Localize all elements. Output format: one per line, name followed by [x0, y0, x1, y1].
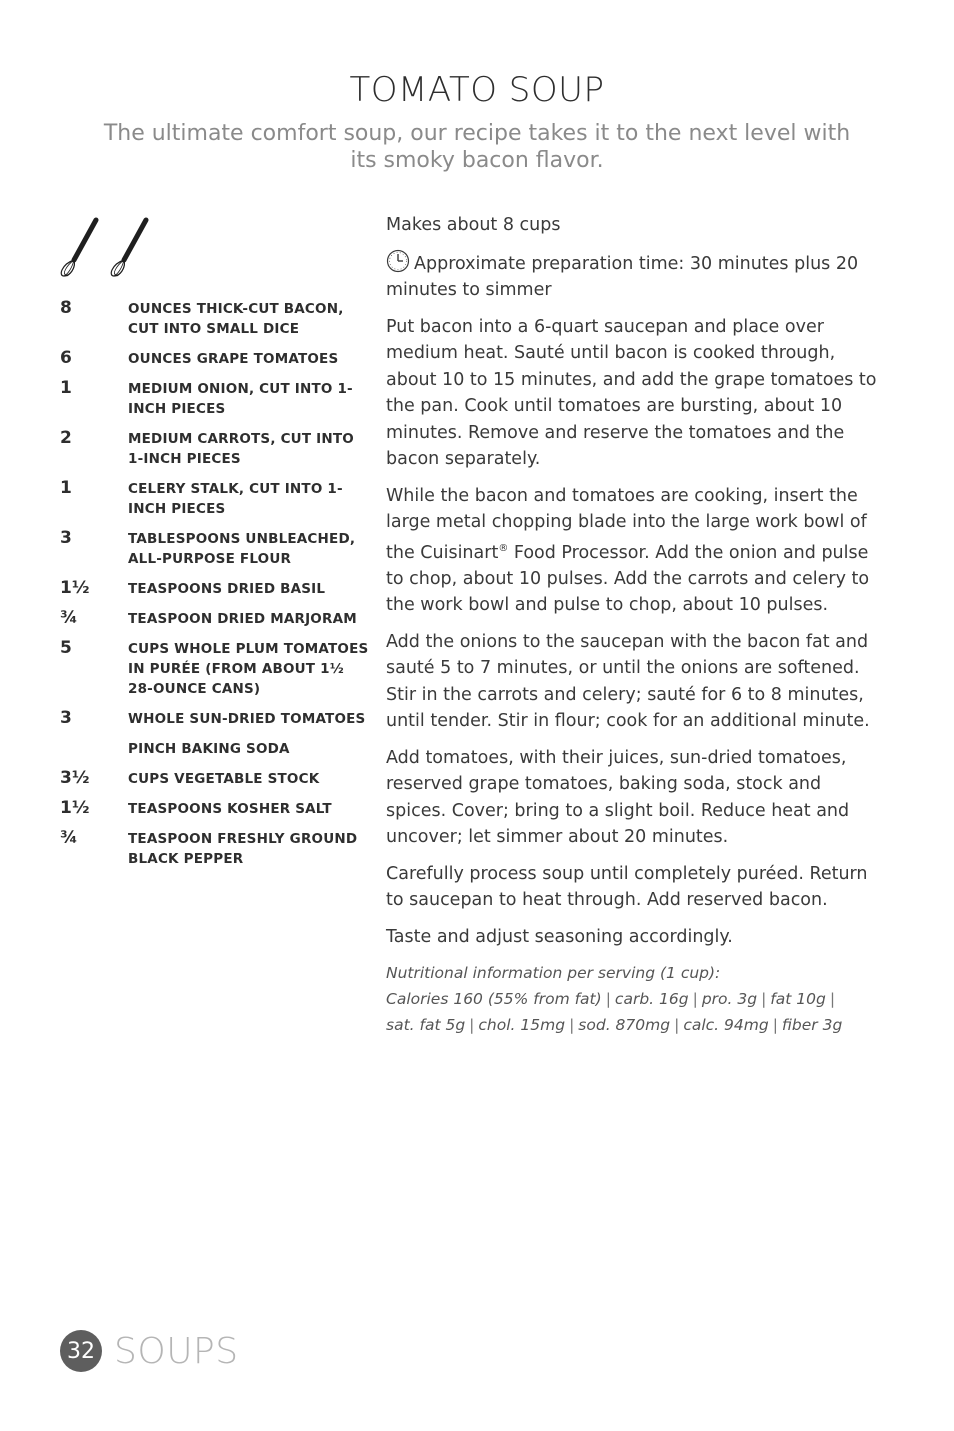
step-2 [386, 483, 886, 619]
ingredient-qty: 3 [60, 528, 72, 548]
ingredient-qty [60, 738, 128, 759]
ingredient-row [60, 378, 370, 419]
ingredient-row [60, 768, 370, 789]
ingredient-row [60, 828, 370, 869]
nutrition-item: pro. 3g [701, 990, 758, 1009]
whisk-icon [111, 220, 146, 276]
recipe-title: TOMATO SOUP [349, 70, 605, 110]
ingredient-qty: 1½ [60, 798, 90, 818]
nutrition-item: carb. 16g [614, 990, 689, 1009]
step-2-part-b: Food Processor. Add the onion and pulse to chop, about 10 pulses. Add the carrots and celery to the work bowl and pulse to chop, about 10 pulses. [386, 542, 870, 616]
ingredient-qty: 2 [60, 428, 72, 448]
ingredient-qty: 3½ [60, 768, 90, 788]
ingredient-qty: 1 [60, 478, 72, 498]
nutrition-line-2 [386, 1012, 886, 1038]
ingredient-qty: ¾ [60, 608, 78, 628]
ingredient-qty: 8 [60, 298, 72, 318]
ingredient-desc: MEDIUM CARROTS, CUT INTO 1-INCH PIECES [128, 431, 354, 467]
ingredient-row [60, 798, 370, 819]
recipe-subtitle: The ultimate comfort soup, our recipe takes it to the next level with its smoky bacon flavor. [103, 121, 851, 173]
prep-time-text: Approximate preparation time: 30 minutes plus 20 minutes to simmer [386, 253, 859, 300]
ingredient-row [60, 708, 370, 729]
step-4: Add tomatoes, with their juices, sun-dried tomatoes, reserved grape tomatoes, baking soda, stock and spices. Cover; bring to a slight boil. Reduce heat and uncover; let simmer about 20 minutes. [386, 747, 850, 848]
nutrition-heading: Nutritional information per serving (1 cup): [386, 964, 721, 983]
ingredient-row [60, 578, 370, 599]
ingredient-qty: ¾ [60, 828, 78, 848]
ingredient-row [60, 478, 370, 519]
page-footer [60, 1330, 239, 1372]
ingredient-desc: TEASPOONS DRIED BASIL [128, 581, 326, 597]
ingredient-qty: 6 [60, 348, 72, 368]
ingredient-row [60, 528, 370, 569]
whisk-icon [61, 220, 96, 276]
nutrition-separator: | [569, 1016, 575, 1035]
nutrition-item: fat 10g [770, 990, 826, 1009]
ingredient-desc: CUPS VEGETABLE STOCK [128, 771, 320, 787]
ingredient-desc: TEASPOON DRIED MARJORAM [128, 611, 357, 627]
ingredient-qty: 1½ [60, 578, 90, 598]
instructions-column [386, 212, 886, 1038]
step-3: Add the onions to the saucepan with the bacon fat and sauté 5 to 7 minutes, or until the onions are softened. Stir in the carrots and celery; sauté for 6 to 8 minutes, until tender. Stir in flour; cook for an additional minute. [386, 631, 870, 732]
ingredient-list [60, 298, 370, 878]
nutrition-item: sod. 870mg [578, 1016, 671, 1035]
ingredient-desc: OUNCES THICK-CUT BACON, CUT INTO SMALL DICE [128, 301, 344, 337]
step-5: Carefully process soup until completely puréed. Return to saucepan to heat through. Add reserved bacon. [386, 863, 868, 911]
ingredient-qty: 1 [60, 378, 72, 398]
ingredient-qty: 3 [60, 708, 72, 728]
ingredient-qty: 5 [60, 638, 72, 658]
nutrition-separator: | [829, 990, 836, 1009]
ingredient-desc: CUPS WHOLE PLUM TOMATOES IN PURÉE (FROM ABOUT 1½ 28-OUNCE CANS) [128, 641, 369, 697]
nutrition-separator: | [469, 1016, 475, 1035]
nutrition-separator: | [605, 990, 611, 1009]
nutrition-separator: | [692, 990, 698, 1009]
ingredient-row [60, 738, 370, 759]
prep-time [386, 249, 886, 304]
ingredient-desc: TABLESPOONS UNBLEACHED, ALL-PURPOSE FLOUR [128, 531, 356, 567]
ingredient-desc: TEASPOON FRESHLY GROUND BLACK PEPPER [128, 831, 358, 867]
clock-icon [386, 249, 410, 273]
ingredient-row [60, 638, 370, 699]
nutrition-info [386, 960, 886, 1038]
nutrition-item: fiber 3g [781, 1016, 843, 1035]
nutrition-separator: | [761, 990, 767, 1009]
ingredient-row [60, 348, 370, 369]
ingredient-desc: OUNCES GRAPE TOMATOES [128, 351, 339, 367]
yield-text: Makes about 8 cups [386, 215, 561, 235]
nutrition-item: sat. fat 5g [386, 1016, 466, 1035]
ingredient-desc: TEASPOONS KOSHER SALT [128, 801, 332, 817]
nutrition-item: Calories 160 (55% from fat) [386, 990, 602, 1009]
ingredient-desc: MEDIUM ONION, CUT INTO 1-INCH PIECES [128, 381, 353, 417]
ingredient-row [60, 608, 370, 629]
step-2-part-a: While the bacon and tomatoes are cooking, insert the large metal chopping blade into the large work bowl of the Cuisinart [386, 485, 867, 563]
step-6: Taste and adjust seasoning accordingly. [386, 926, 733, 947]
ingredient-row [60, 428, 370, 469]
nutrition-separator: | [772, 1016, 778, 1035]
nutrition-item: calc. 94mg [683, 1016, 769, 1035]
registered-mark: ® [498, 542, 509, 554]
ingredient-row [60, 298, 370, 339]
difficulty-rating [58, 216, 158, 278]
ingredient-desc: CELERY STALK, CUT INTO 1-INCH PIECES [128, 481, 343, 517]
nutrition-separator: | [674, 1016, 680, 1035]
nutrition-line-1 [386, 986, 886, 1012]
section-label: SOUPS [114, 1330, 239, 1372]
ingredient-desc: WHOLE SUN-DRIED TOMATOES [128, 711, 366, 727]
nutrition-item: chol. 15mg [478, 1016, 566, 1035]
step-1: Put bacon into a 6-quart saucepan and place over medium heat. Sauté until bacon is cooked through, about 10 to 15 minutes, and add the grape tomatoes to the pan. Cook until tomatoes are bursting, about 10 minutes. Remove and reserve the tomatoes and the bacon separately. [386, 316, 877, 469]
page-number: 32 [60, 1330, 102, 1372]
ingredient-desc: PINCH BAKING SODA [128, 741, 290, 757]
